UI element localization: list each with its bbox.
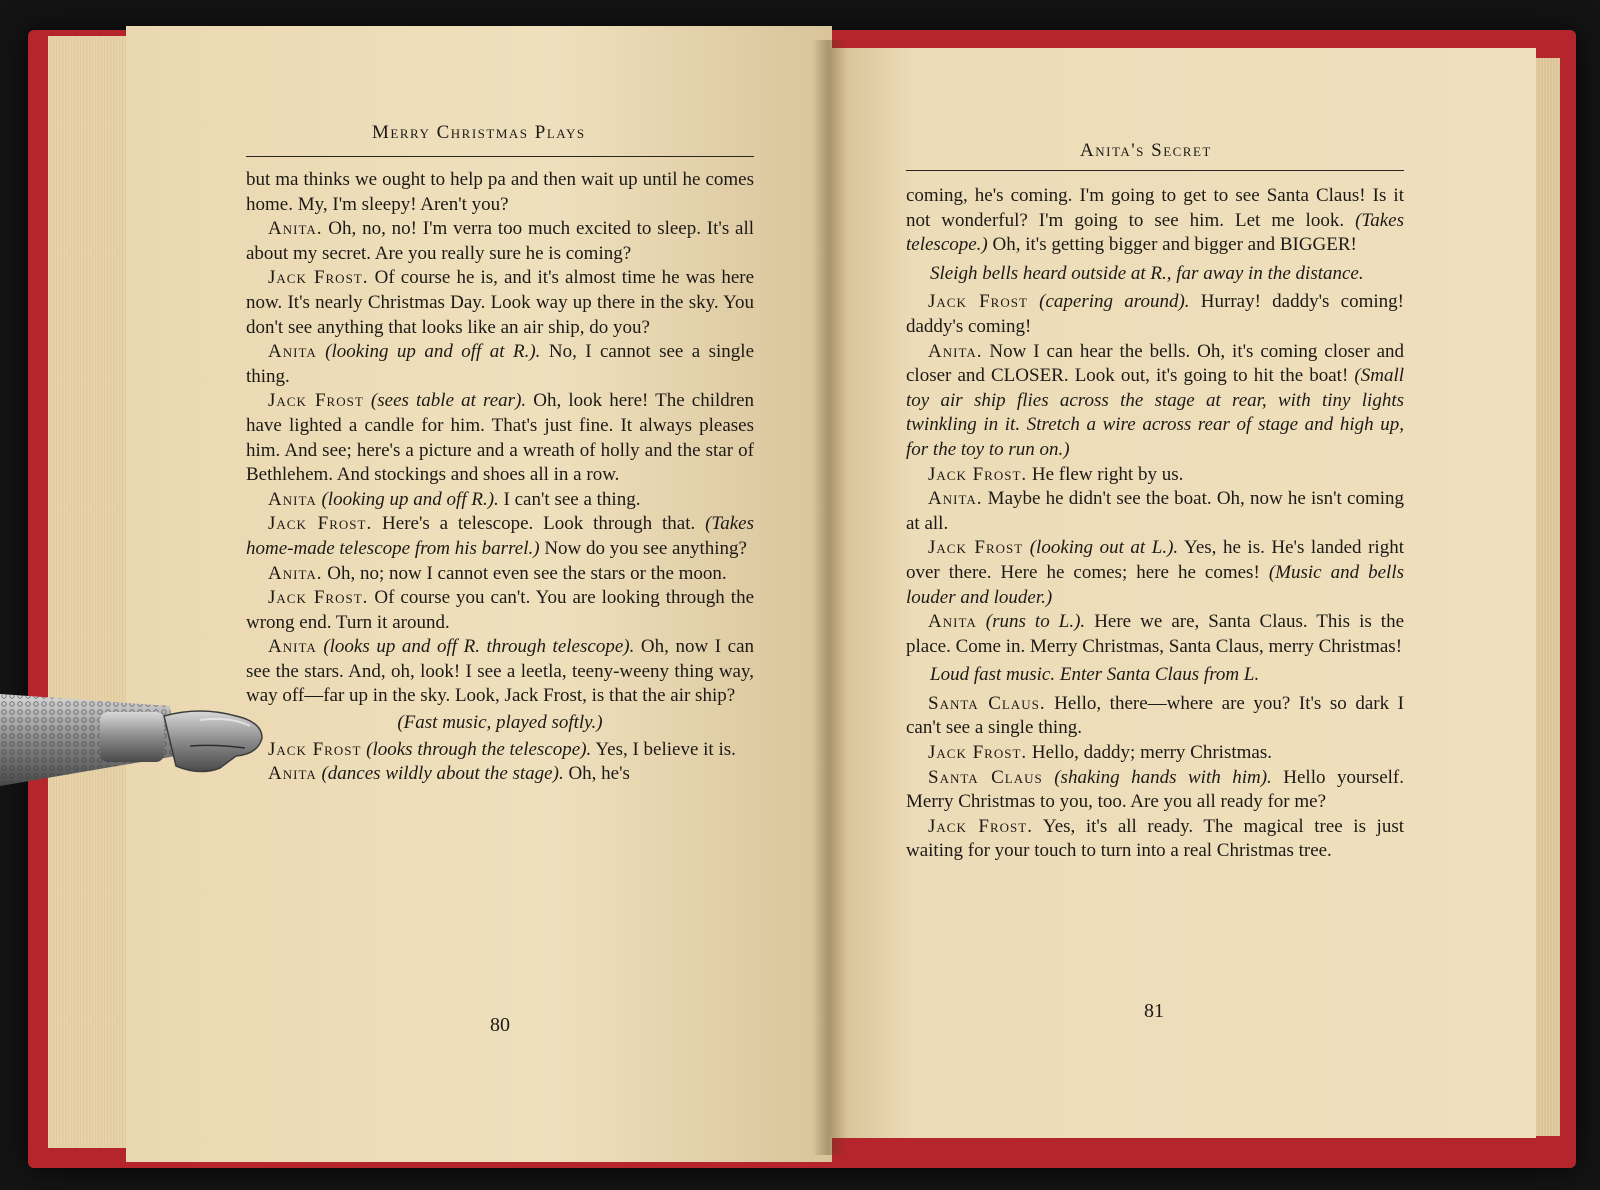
dialogue-text: Here we are, Santa Claus. This is the place. Come in. Merry Christmas, Santa Claus, merry Christmas!	[906, 611, 1405, 657]
dialogue-text: Now I can hear the bells. Oh, it's coming closer and closer and CLOSER. Look out, it's going to hit the boat!	[906, 340, 1405, 387]
left-head-rule	[246, 156, 754, 157]
speaker-name: Anita	[268, 763, 317, 785]
dialogue-text: No, I cannot see a single thing.	[246, 341, 755, 387]
dialogue-paragraph	[906, 184, 1404, 258]
stage-note: (sees table at rear).	[370, 390, 527, 412]
stage-direction	[906, 663, 1404, 688]
dialogue-paragraph	[906, 290, 1404, 339]
left-page-text	[246, 168, 754, 787]
speaker-name: Jack Frost	[268, 738, 362, 760]
stage-note: (looks through the telescope).	[366, 738, 592, 760]
dialogue-text: Oh, it's getting bigger and bigger and BIGGER!	[992, 234, 1357, 256]
dialogue-paragraph	[246, 266, 754, 340]
dialogue-paragraph	[906, 463, 1404, 488]
dialogue-paragraph	[246, 586, 754, 635]
speaker-name: Anita	[268, 341, 317, 363]
dialogue-paragraph	[246, 389, 754, 487]
dialogue-paragraph	[906, 815, 1404, 864]
speaker-name: Jack Frost.	[928, 463, 1028, 485]
dialogue-paragraph	[906, 536, 1404, 610]
dialogue-paragraph	[246, 562, 754, 587]
dialogue-paragraph	[246, 738, 754, 763]
dialogue-text: Of course he is, and it's almost time he was here now. It's nearly Christmas Day. Look way up there in the sky. You don't see anything that looks like an air ship, do you?	[246, 267, 755, 338]
speaker-name: Anita.	[928, 340, 983, 362]
left-page-edges	[48, 36, 138, 1148]
dialogue-text: Oh, no; now I cannot even see the stars or the moon.	[327, 562, 727, 584]
stage-note: (Small toy air ship flies across the stage at rear, with tiny lights twinkling in it. Stretch a wire across rear of stage and high up, for the toy to run on.)	[906, 365, 1404, 460]
speaker-name: Santa Claus	[928, 766, 1043, 788]
dialogue-text: Of course you can't. You are looking through the wrong end. Turn it around.	[246, 587, 755, 633]
right-page	[830, 48, 1536, 1138]
stage-direction	[246, 711, 754, 736]
stage-note: (looking up and off at R.).	[325, 341, 541, 363]
speaker-name: Jack Frost	[268, 390, 364, 412]
dialogue-text: Hello, there—where are you? It's so dark I can't see a single thing.	[906, 692, 1404, 739]
dialogue-paragraph	[906, 741, 1404, 766]
dialogue-text: coming, he's coming. I'm going to get to see Santa Claus! Is it not wonderful? I'm going to see him. Let me look.	[906, 185, 1404, 231]
dialogue-text: He flew right by us.	[1031, 463, 1184, 485]
speaker-name: Jack Frost.	[268, 587, 369, 609]
stage-note: (dances wildly about the stage).	[321, 763, 564, 785]
dialogue-paragraph	[246, 635, 754, 709]
speaker-name: Anita	[928, 611, 977, 633]
dialogue-text: Oh, look here! The children have lighted a candle for him. That's just fine. It always pleases him. And see; here's a picture and a wreath of holly and the star of Bethlehem. And stockings and shoes all in a row.	[246, 390, 755, 486]
speaker-name: Santa Claus.	[928, 692, 1046, 714]
book-gutter	[812, 40, 848, 1155]
left-page-number: 80	[490, 1014, 510, 1036]
stage-note: (looks up and off R. through telescope).	[323, 636, 635, 658]
stage-direction	[906, 262, 1404, 287]
dialogue-paragraph	[906, 340, 1404, 463]
speaker-name: Jack Frost.	[268, 267, 369, 289]
stage-note: (looking out at L.).	[1029, 537, 1179, 559]
dialogue-text: Now do you see anything?	[544, 537, 747, 559]
speaker-name: Anita.	[268, 562, 323, 584]
stage-direction-text: Loud fast music. Enter Santa Claus from L.	[930, 664, 1260, 686]
stage-note: (runs to L.).	[985, 611, 1086, 633]
dialogue-paragraph	[906, 692, 1404, 741]
left-page	[126, 26, 832, 1162]
stage-note: (capering around).	[1039, 291, 1190, 313]
stage-note: (looking up and off R.).	[321, 488, 499, 510]
dialogue-paragraph	[246, 217, 754, 266]
stage-note: (Takes telescope.)	[906, 209, 1405, 256]
speaker-name: Jack Frost	[928, 537, 1024, 559]
stage-note: (Music and bells louder and louder.)	[906, 561, 1405, 608]
speaker-name: Jack Frost.	[928, 815, 1033, 837]
dialogue-paragraph	[246, 168, 754, 217]
dialogue-text: Oh, he's	[568, 763, 630, 785]
dialogue-paragraph	[906, 487, 1404, 536]
dialogue-text: Yes, it's all ready. The magical tree is just waiting for your touch to turn into a real Christmas tree.	[906, 815, 1404, 862]
right-page-number: 81	[1144, 1000, 1164, 1022]
dialogue-paragraph	[906, 610, 1404, 659]
dialogue-text: Hello, daddy; merry Christmas.	[1031, 742, 1272, 764]
stage-direction-text: (Fast music, played softly.)	[397, 712, 603, 734]
right-page-text	[906, 184, 1404, 864]
dialogue-text: Hello yourself. Merry Christmas to you, too. Are you all ready for me?	[906, 766, 1404, 813]
dialogue-text: Here's a telescope. Look through that.	[382, 513, 696, 535]
dialogue-text: Oh, now I can see the stars. And, oh, look! I see a leetla, teeny-weeny thing way, way off—far up in the sky. Look, Jack Frost, is that the air ship?	[246, 636, 755, 707]
dialogue-text: Yes, he is. He's landed right over there. Here he comes; here he comes!	[906, 537, 1404, 583]
speaker-name: Anita	[268, 636, 317, 658]
dialogue-text: but ma thinks we ought to help pa and then wait up until he comes home. My, I'm sleepy! Aren't you?	[246, 169, 754, 215]
ornate-silver-hand-bookmark-icon	[0, 676, 270, 786]
dialogue-text: Maybe he didn't see the boat. Oh, now he isn't coming at all.	[906, 488, 1405, 534]
speaker-name: Jack Frost	[928, 291, 1028, 313]
dialogue-text: I can't see a thing.	[503, 488, 641, 510]
right-head-rule	[906, 170, 1404, 171]
stage-note: (Takes home-made telescope from his barrel.)	[246, 513, 754, 559]
dialogue-text: Yes, I believe it is.	[595, 738, 736, 760]
dialogue-paragraph	[246, 488, 754, 513]
dialogue-paragraph	[246, 340, 754, 389]
speaker-name: Anita	[268, 488, 317, 510]
dialogue-paragraph	[246, 512, 754, 561]
left-running-head: Merry Christmas Plays	[372, 122, 586, 143]
dialogue-text: Hurray! daddy's coming! daddy's coming!	[906, 291, 1404, 337]
dialogue-paragraph	[906, 766, 1404, 815]
speaker-name: Jack Frost.	[268, 513, 373, 535]
dialogue-text: Oh, no, no! I'm verra too much excited to sleep. It's all about my secret. Are you really sure he is coming?	[246, 218, 755, 264]
right-running-head: Anita's Secret	[1080, 140, 1212, 161]
stage-note: (shaking hands with him).	[1054, 766, 1272, 788]
stage-direction-text: Sleigh bells heard outside at R., far away in the distance.	[930, 262, 1364, 284]
speaker-name: Jack Frost.	[928, 742, 1028, 764]
speaker-name: Anita.	[268, 218, 323, 240]
dialogue-paragraph	[246, 762, 754, 787]
speaker-name: Anita.	[928, 488, 983, 510]
